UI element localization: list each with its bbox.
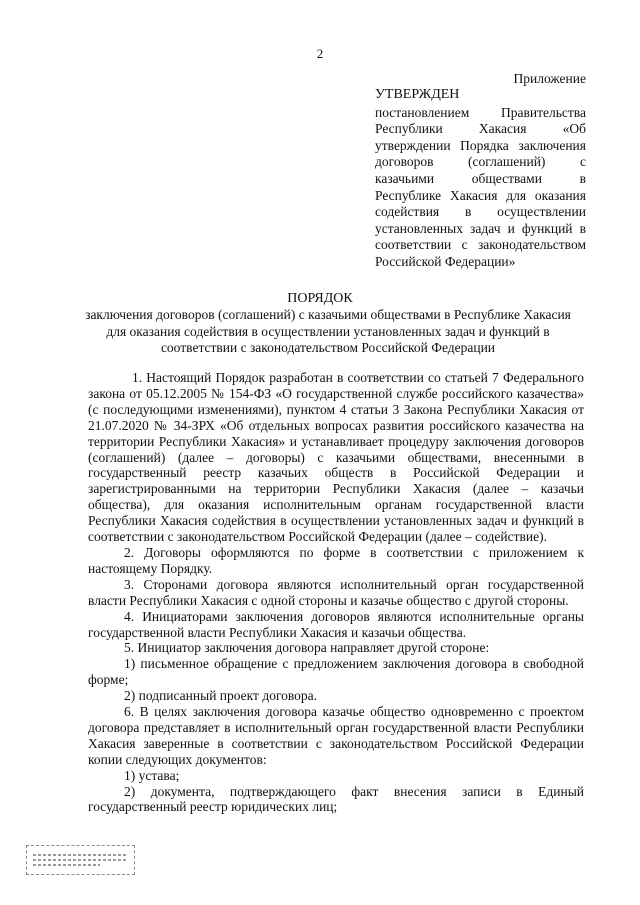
approval-title: УТВЕРЖДЕН	[375, 87, 460, 102]
paragraph-5-item-2: 2) подписанный проект договора.	[124, 688, 318, 704]
page-number: 2	[316, 46, 324, 61]
paragraph-3: 3. Сторонами договора являются исполнительный орган государственной власти Республики Хакасия с одной стороны и казачье общество с другой стороны.	[88, 576, 584, 608]
stamp-line	[33, 854, 128, 856]
approval-text: постановлением Правительства Республики Хакасия «Об утверждении Порядка заключения договоров (соглашений) с казачьими обществами в Республике Хакасия для оказания содействия в осуществлении установленных задач и функций в соответствии с законодательством Российской Федерации»	[375, 104, 586, 269]
paragraph-6-item-2: 2) документа, подтверждающего факт внесения записи в Единый государственный реестр юридических лиц;	[88, 783, 584, 815]
document-subtitle: заключения договоров (соглашений) с казачьими обществами в Республике Хакасия для оказания содействия в осуществлении установленных задач и функций в соответствии с законодательством Российской Федерации	[85, 307, 571, 356]
paragraph-1: 1. Настоящий Порядок разработан в соответствии со статьей 7 Федерального закона от 05.12.2005 № 154-ФЗ «О государственной службе российского казачества» (с последующими изменениями), пунктом 4 статьи 3 Закона Республики Хакасия от 21.07.2020 № 34-ЗРХ «Об отдельных вопросах развития российского казачества на территории Республики Хакасия» и устанавливает процедуру заключения договоров (соглашений) (далее – договоры) с казачьими обществами, внесенными в государственный реестр казачьих обществ в Российской Федерации и зарегистрированными на территории Республики Хакасия (далее – казачьи общества), для оказания исполнительным органам государственной власти Республики Хакасия содействия в осуществлении установленных задач и функций в соответствии с законодательством Российской Федерации (далее – содействие).	[88, 370, 584, 545]
stamp-line	[33, 864, 100, 866]
paragraph-6-item-1: 1) устава;	[124, 767, 180, 783]
paragraph-6: 6. В целях заключения договора казачье общество одновременно с проектом договора представляет в исполнительный орган государственной власти Республики Хакасия заверенные в соответствии с законодательством Российской Федерации копии следующих документов:	[88, 704, 584, 767]
paragraph-5: 5. Инициатор заключения договора направляет другой стороне:	[124, 640, 490, 656]
approval-block	[375, 87, 586, 271]
paragraph-4: 4. Инициаторами заключения договоров являются исполнительные органы государственной власти Республики Хакасия и казачьи общества.	[88, 608, 584, 640]
document-title: ПОРЯДОК	[287, 291, 353, 306]
document-body	[88, 370, 584, 815]
paragraph-5-item-1: 1) письменное обращение с предложением заключения договора в свободной форме;	[88, 656, 584, 688]
registration-stamp	[26, 845, 135, 875]
appendix-label: Приложение	[513, 71, 586, 86]
paragraph-2: 2. Договоры оформляются по форме в соответствии с приложением к настоящему Порядку.	[88, 544, 584, 576]
stamp-line	[33, 859, 128, 861]
